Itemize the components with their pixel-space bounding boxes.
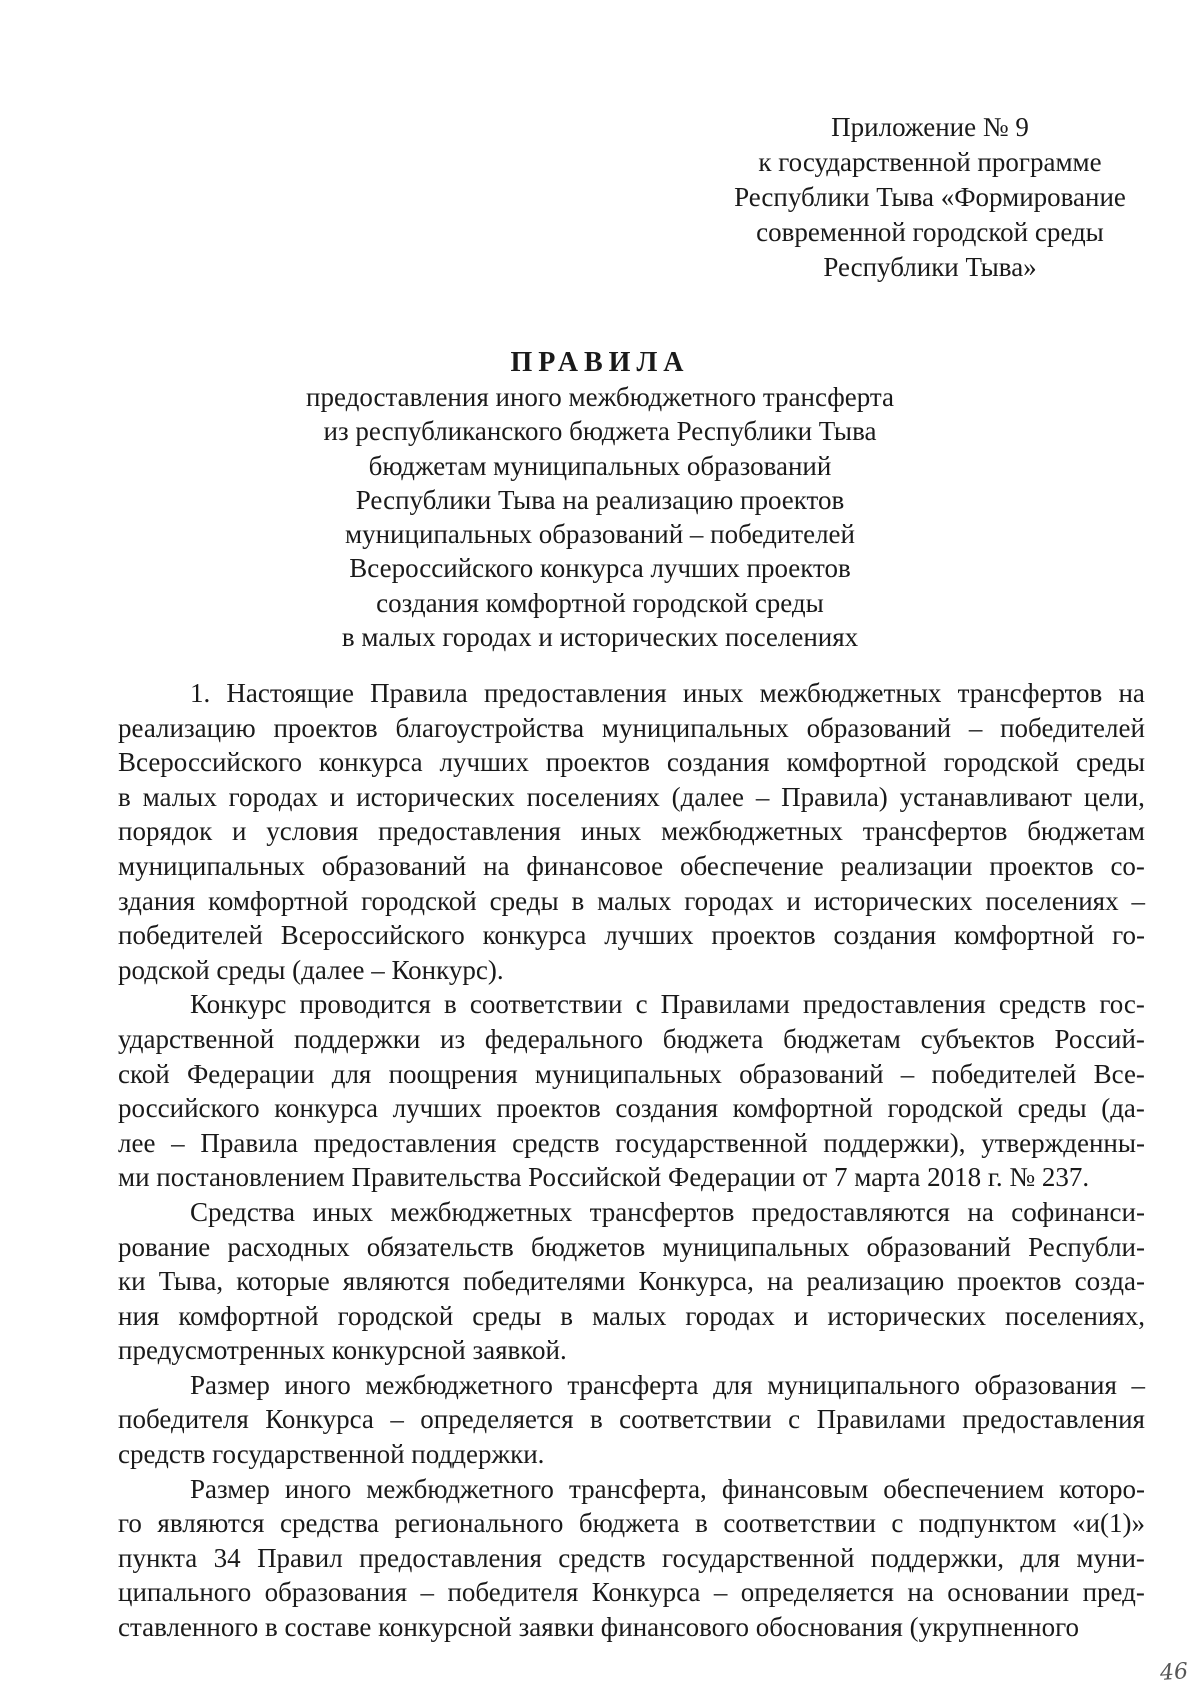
document-subtitle xyxy=(130,380,1070,654)
paragraph-line: здания комфортной городской среды в малых городах и исторических поселениях – xyxy=(118,885,1145,916)
paragraph-line: муниципальных образований на финансовое обеспечение реализации проектов со- xyxy=(118,850,1145,881)
paragraph xyxy=(118,1368,1145,1472)
paragraph-line: российского конкурса лучших проектов создания комфортной городской среды (да- xyxy=(118,1093,1145,1124)
paragraph-line: ципального образования – победителя Конкурса – определяется на основании пред- xyxy=(118,1577,1145,1608)
paragraph-line: ставленного в составе конкурсной заявки финансового обоснования (укрупненного xyxy=(118,1612,1080,1643)
paragraph-line: победителя Конкурса – определяется в соответствии с Правилами предоставления xyxy=(118,1404,1145,1435)
paragraph-line: порядок и условия предоставления иных межбюджетных трансфертов бюджетам xyxy=(118,816,1145,847)
paragraph xyxy=(118,676,1145,987)
paragraph-line: лее – Правила предоставления средств государственной поддержки), утвержденны- xyxy=(118,1127,1145,1158)
paragraph xyxy=(118,987,1145,1195)
paragraph-line: Размер иного межбюджетного трансферта, финансовым обеспечением которо- xyxy=(190,1473,1145,1504)
paragraph xyxy=(118,1195,1145,1368)
appendix-line: современной городской среды xyxy=(756,217,1104,247)
document-body xyxy=(118,676,1145,1645)
subtitle-line: предоставления иного межбюджетного трансферта xyxy=(306,382,894,412)
page-number: 46 xyxy=(1159,1659,1189,1686)
appendix-line: Республики Тыва» xyxy=(823,252,1037,282)
paragraph-line: Всероссийского конкурса лучших проектов создания комфортной городской среды xyxy=(118,747,1145,778)
subtitle-line: Республики Тыва на реализацию проектов xyxy=(355,484,845,515)
subtitle-line: создания комфортной городской среды xyxy=(376,587,824,618)
paragraph xyxy=(118,1472,1145,1645)
appendix-line: Республики Тыва «Формирование xyxy=(734,182,1126,212)
subtitle-line: Всероссийского конкурса лучших проектов xyxy=(349,553,851,584)
document-title: ПРАВИЛА xyxy=(510,347,690,378)
appendix-line: Приложение № 9 xyxy=(831,112,1029,142)
paragraph-line: предусмотренных конкурсной заявкой. xyxy=(118,1335,567,1366)
paragraph-line: Средства иных межбюджетных трансфертов предоставляются на софинанси- xyxy=(190,1196,1145,1227)
appendix-line: к государственной программе xyxy=(758,147,1102,177)
subtitle-line: из республиканского бюджета Республики Тыва xyxy=(323,416,877,447)
appendix-header xyxy=(700,110,1160,285)
subtitle-line: муниципальных образований – победителей xyxy=(345,519,855,550)
paragraph-line: Конкурс проводится в соответствии с Правилами предоставления средств гос- xyxy=(190,989,1145,1020)
paragraph-line: рование расходных обязательств бюджетов муниципальных образований Республи- xyxy=(118,1231,1145,1262)
paragraph-line: ской Федерации для поощрения муниципальных образований – победителей Все- xyxy=(118,1058,1145,1089)
paragraph-line: ударственной поддержки из федерального бюджета бюджетам субъектов Россий- xyxy=(118,1023,1145,1054)
paragraph-line: родской среды (далее – Конкурс). xyxy=(118,954,504,985)
paragraph-line: ми постановлением Правительства Российской Федерации от 7 марта 2018 г. № 237. xyxy=(118,1162,1090,1193)
paragraph-line: пункта 34 Правил предоставления средств государственной поддержки, для муни- xyxy=(118,1542,1145,1573)
paragraph-line: победителей Всероссийского конкурса лучших проектов создания комфортной го- xyxy=(118,920,1145,951)
paragraph-line: в малых городах и исторических поселениях (далее – Правила) устанавливают цели, xyxy=(118,781,1145,812)
paragraph-line: ния комфортной городской среды в малых городах и исторических поселениях, xyxy=(118,1300,1145,1331)
paragraph-line: средств государственной поддержки. xyxy=(118,1439,545,1470)
paragraph-line: го являются средства регионального бюджета в соответствии с подпунктом «и(1)» xyxy=(118,1508,1145,1539)
paragraph-line: ки Тыва, которые являются победителями Конкурса, на реализацию проектов созда- xyxy=(118,1266,1145,1297)
subtitle-line: в малых городах и исторических поселениях xyxy=(341,622,859,653)
paragraph-line: Размер иного межбюджетного трансферта для муниципального образования – xyxy=(190,1369,1145,1400)
subtitle-line: бюджетам муниципальных образований xyxy=(368,450,832,481)
paragraph-line: 1. Настоящие Правила предоставления иных межбюджетных трансфертов на xyxy=(190,678,1145,708)
paragraph-line: реализацию проектов благоустройства муниципальных образований – победителей xyxy=(118,712,1145,743)
